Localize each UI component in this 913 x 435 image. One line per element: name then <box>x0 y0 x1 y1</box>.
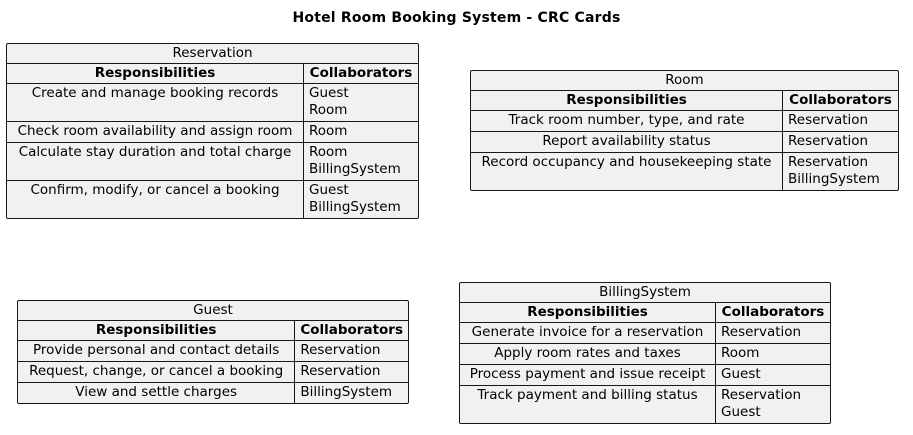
collaborator-name: Reservation <box>721 387 802 403</box>
collaborator-name: BillingSystem <box>309 199 401 215</box>
collaborators-cell <box>304 84 419 122</box>
responsibility-row <box>7 181 418 219</box>
crc-card-room <box>470 70 899 191</box>
collaborator-name: Room <box>309 123 348 139</box>
collaborator-name: Guest <box>309 182 349 198</box>
responsibility-row <box>7 84 418 122</box>
collaborators-cell <box>783 111 899 132</box>
collaborators-cell <box>783 132 899 153</box>
responsibilities-header: Responsibilities <box>7 64 304 84</box>
collaborator-name: Guest <box>721 404 761 420</box>
responsibility-text: Check room availability and assign room <box>7 122 304 143</box>
collaborators-cell <box>716 386 831 424</box>
responsibility-text: Process payment and issue receipt <box>460 365 716 386</box>
responsibility-text: Request, change, or cancel a booking <box>18 362 295 383</box>
responsibilities-header: Responsibilities <box>471 91 783 111</box>
collaborator-name: Room <box>309 102 348 118</box>
collaborator-name: BillingSystem <box>788 171 880 187</box>
class-name: BillingSystem <box>460 283 830 303</box>
responsibility-row <box>471 132 898 153</box>
collaborators-cell <box>295 341 408 362</box>
responsibility-text: Record occupancy and housekeeping state <box>481 154 772 170</box>
collaborators-cell <box>304 143 419 181</box>
collaborators-header: Collaborators <box>716 303 831 323</box>
collaborator-name: Reservation <box>300 363 381 379</box>
responsibility-text: View and settle charges <box>75 384 238 400</box>
collaborators-cell <box>295 362 408 383</box>
collaborators-cell <box>783 153 899 191</box>
responsibility-row <box>18 362 408 383</box>
responsibility-row <box>460 365 830 386</box>
collaborator-name: BillingSystem <box>309 161 401 177</box>
responsibility-row <box>471 111 898 132</box>
collaborators-cell <box>716 344 831 365</box>
collaborator-name: Guest <box>721 366 761 382</box>
diagram-title: Hotel Room Booking System - CRC Cards <box>292 10 621 26</box>
responsibility-text: Apply room rates and taxes <box>460 344 716 365</box>
class-name: Reservation <box>7 44 418 64</box>
responsibility-row <box>460 386 830 424</box>
collaborators-cell <box>295 383 408 404</box>
responsibility-row <box>460 344 830 365</box>
collaborator-name: Reservation <box>721 324 802 340</box>
crc-table <box>460 283 830 423</box>
collaborators-cell <box>304 122 419 143</box>
responsibility-row <box>7 143 418 181</box>
collaborator-name: Room <box>309 144 348 160</box>
responsibility-text: Provide personal and contact details <box>18 341 295 362</box>
responsibility-text: Track room number, type, and rate <box>471 111 783 132</box>
responsibility-text: Calculate stay duration and total charge <box>7 143 304 181</box>
responsibility-row <box>7 122 418 143</box>
collaborator-name: Room <box>721 345 760 361</box>
crc-table <box>471 71 898 190</box>
responsibility-row <box>460 323 830 344</box>
collaborator-name: BillingSystem <box>300 384 393 400</box>
collaborators-header: Collaborators <box>295 321 408 341</box>
collaborator-name: Reservation <box>788 133 869 149</box>
collaborators-cell <box>716 365 831 386</box>
collaborators-header: Collaborators <box>304 64 419 84</box>
crc-card-reservation <box>6 43 419 219</box>
collaborators-cell <box>304 181 419 219</box>
class-name: Guest <box>18 301 408 321</box>
collaborator-name: Reservation <box>300 342 381 358</box>
responsibility-text: Generate invoice for a reservation <box>460 323 716 344</box>
crc-table <box>18 301 408 403</box>
responsibility-text: Confirm, modify, or cancel a booking <box>30 182 280 198</box>
class-name: Room <box>471 71 898 91</box>
responsibilities-header: Responsibilities <box>460 303 716 323</box>
collaborator-name: Reservation <box>788 112 869 128</box>
collaborators-cell <box>716 323 831 344</box>
crc-card-billing <box>459 282 831 424</box>
collaborator-name: Reservation <box>788 154 869 170</box>
collaborator-name: Guest <box>309 85 349 101</box>
responsibility-row <box>18 383 408 404</box>
responsibilities-header: Responsibilities <box>18 321 295 341</box>
responsibility-row <box>18 341 408 362</box>
responsibility-text: Create and manage booking records <box>7 84 304 122</box>
responsibility-text: Report availability status <box>471 132 783 153</box>
collaborators-header: Collaborators <box>783 91 899 111</box>
crc-card-guest <box>17 300 409 404</box>
responsibility-text: Track payment and billing status <box>477 387 698 403</box>
responsibility-row <box>471 153 898 191</box>
crc-table <box>7 44 418 218</box>
